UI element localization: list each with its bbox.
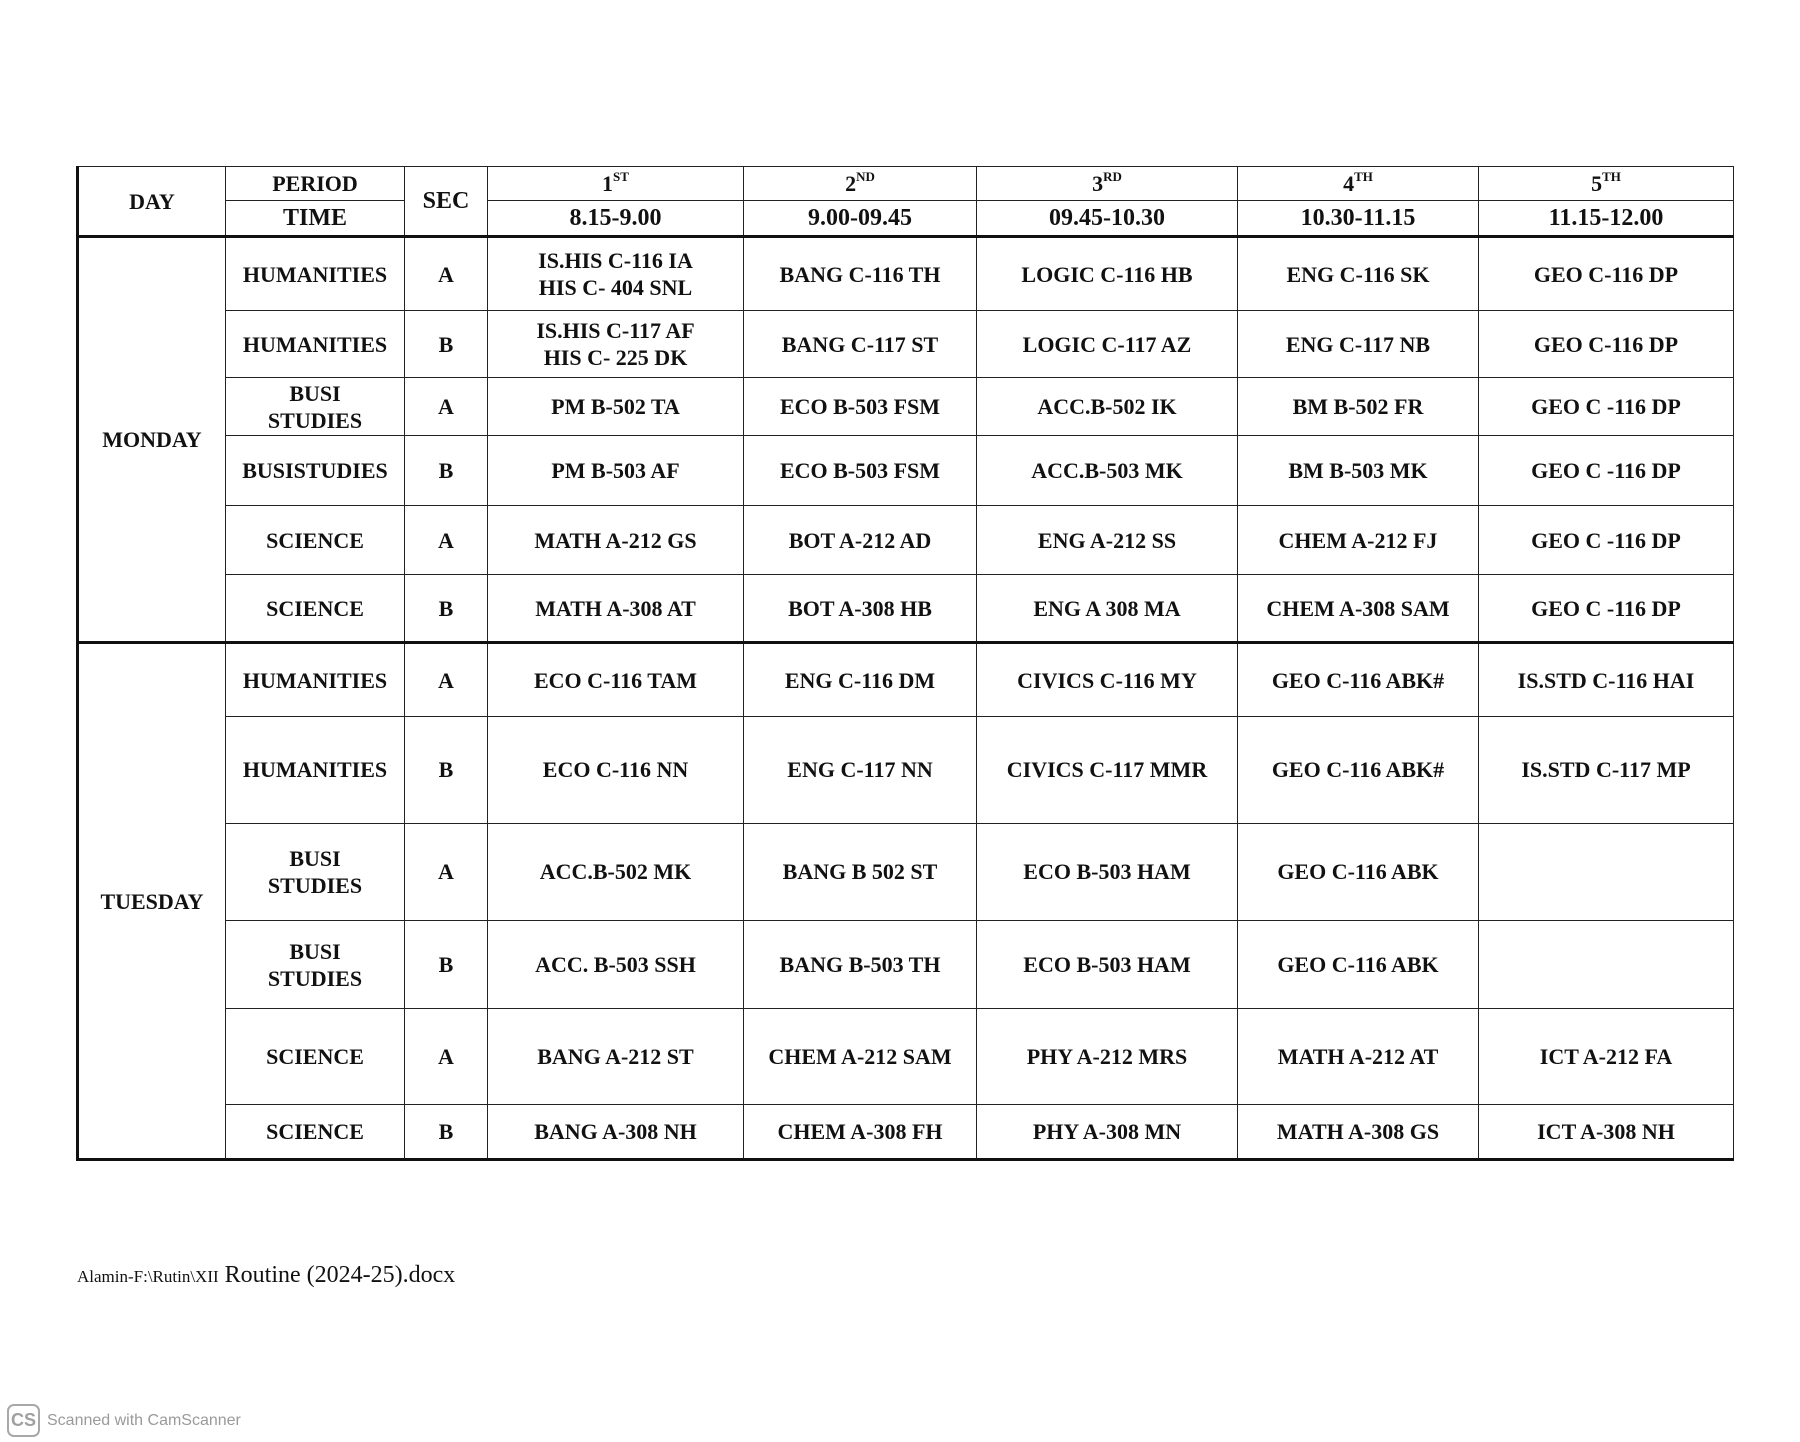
class-entry: ENG C-116 SK [1286,261,1430,287]
group-cell [226,716,405,823]
class-entry: GEO C-116 DP [1533,261,1679,287]
table-row [78,378,1734,435]
table-row [78,1008,1734,1104]
day-header: DAY [78,167,226,237]
group-label: BUSISTUDIES [242,458,388,484]
section-cell: A [405,1008,488,1104]
class-cell-period-5 [1479,435,1734,505]
class-cell-period-5 [1479,574,1734,642]
period-time-1: 8.15-9.00 [488,201,744,237]
group-label: SCIENCE [266,595,364,621]
class-cell-period-2 [744,574,977,642]
class-entry: CHEM A-308 SAM [1266,595,1450,621]
class-cell-period-2 [744,435,977,505]
class-entry: ENG A-212 SS [1037,527,1177,553]
table-row [78,435,1734,505]
class-cell-period-4 [1238,237,1479,311]
class-cell-period-1 [488,716,744,823]
class-entry: ECO B-503 HAM [1023,859,1191,885]
group-cell [226,237,405,311]
class-entry: BANG B-503 TH [779,952,941,978]
group-label: STUDIES [267,965,363,991]
class-entry: PM B-502 TA [551,394,680,420]
class-entry: GEO C-116 ABK [1277,859,1439,885]
group-cell [226,643,405,717]
class-cell-period-5 [1479,716,1734,823]
class-entry: MATH A-308 GS [1276,1118,1440,1144]
group-label: SCIENCE [266,1043,364,1069]
file-name: Routine (2024-25).docx [218,1262,456,1288]
class-cell-period-1 [488,237,744,311]
class-cell-period-5 [1479,311,1734,378]
class-cell-period-5 [1479,1008,1734,1104]
class-cell-period-2 [744,506,977,574]
class-entry: ICT A-212 FA [1539,1043,1673,1069]
class-entry: ECO C-116 TAM [534,667,697,693]
group-label: HUMANITIES [242,667,388,693]
group-label: BUSI [289,380,341,406]
class-entry: ECO B-503 FSM [779,394,941,420]
class-cell-period-3 [977,435,1238,505]
class-entry: CIVICS C-116 MY [1017,667,1197,693]
group-cell [226,921,405,1009]
class-entry: ENG C-117 NN [787,757,933,783]
header-row-time [78,201,1734,237]
class-entry: IS.HIS C-116 IA [538,248,693,274]
class-entry: GEO C-116 ABK# [1271,757,1445,783]
section-cell: A [405,823,488,921]
routine-table [76,166,1734,1161]
class-cell-period-3 [977,921,1238,1009]
group-cell [226,823,405,921]
group-cell [226,378,405,435]
table-row [78,311,1734,378]
class-entry: CIVICS C-117 MMR [1006,757,1208,783]
class-cell-period-4 [1238,311,1479,378]
class-cell-period-4 [1238,435,1479,505]
class-entry: ACC.B-502 MK [539,859,692,885]
file-path-footer [77,1262,455,1289]
class-entry: PHY A-212 MRS [1026,1043,1188,1069]
class-entry: BANG C-116 TH [779,261,941,287]
class-cell-period-2 [744,378,977,435]
class-entry: BANG A-212 ST [537,1043,694,1069]
class-cell-period-3 [977,716,1238,823]
group-label: STUDIES [267,872,363,898]
class-cell-period-4 [1238,716,1479,823]
section-cell: A [405,237,488,311]
class-entry: BANG B 502 ST [782,859,938,885]
class-entry: GEO C -116 DP [1531,595,1681,621]
class-entry: LOGIC C-117 AZ [1022,331,1192,357]
group-cell [226,574,405,642]
group-cell [226,1008,405,1104]
class-entry: ENG A 308 MA [1033,595,1181,621]
section-cell: B [405,1104,488,1159]
class-entry: GEO C -116 DP [1531,394,1681,420]
class-entry: BOT A-212 AD [788,527,932,553]
class-cell-period-5 [1479,921,1734,1009]
period-header: PERIOD [226,167,405,201]
class-entry: CHEM A-212 FJ [1278,527,1438,553]
class-cell-period-3 [977,823,1238,921]
group-label: HUMANITIES [242,757,388,783]
class-entry: ECO C-116 NN [542,757,689,783]
class-cell-period-2 [744,1008,977,1104]
class-entry: MATH A-308 AT [535,595,696,621]
class-entry: GEO C -116 DP [1531,458,1681,484]
group-label: HUMANITIES [242,261,388,287]
class-cell-period-5 [1479,378,1734,435]
section-cell: A [405,506,488,574]
class-cell-period-4 [1238,574,1479,642]
class-cell-period-1 [488,435,744,505]
sec-header: SEC [405,167,488,237]
class-cell-period-2 [744,1104,977,1159]
class-cell-period-4 [1238,378,1479,435]
class-cell-period-2 [744,716,977,823]
class-entry: PHY A-308 MN [1032,1118,1182,1144]
class-entry: LOGIC C-116 HB [1021,261,1193,287]
class-cell-period-5 [1479,823,1734,921]
camscanner-text: Scanned with CamScanner [47,1411,241,1429]
class-entry: ENG C-116 DM [784,667,936,693]
group-label: SCIENCE [266,1118,364,1144]
table-row [78,237,1734,311]
class-cell-period-5 [1479,643,1734,717]
class-entry: ECO B-503 HAM [1023,952,1191,978]
day-name-monday: MONDAY [78,237,226,643]
class-cell-period-5 [1479,237,1734,311]
class-cell-period-2 [744,237,977,311]
class-cell-period-1 [488,311,744,378]
class-cell-period-1 [488,823,744,921]
section-cell: B [405,435,488,505]
class-cell-period-1 [488,643,744,717]
class-entry: GEO C-116 ABK# [1271,667,1445,693]
class-cell-period-3 [977,574,1238,642]
class-cell-period-4 [1238,921,1479,1009]
section-cell: A [405,643,488,717]
period-time-5: 11.15-12.00 [1479,201,1734,237]
group-label: STUDIES [267,407,363,433]
period-number-5: 5TH [1479,167,1734,201]
class-entry: BANG A-308 NH [534,1118,697,1144]
table-row [78,823,1734,921]
class-cell-period-3 [977,237,1238,311]
group-label: HUMANITIES [242,331,388,357]
class-entry: ACC.B-502 IK [1037,394,1177,420]
camscanner-watermark [7,1404,241,1437]
class-entry: CHEM A-212 SAM [768,1043,952,1069]
class-cell-period-1 [488,1104,744,1159]
period-number-3: 3RD [977,167,1238,201]
class-entry: PM B-503 AF [551,458,680,484]
period-time-2: 9.00-09.45 [744,201,977,237]
table-row [78,716,1734,823]
table-row [78,506,1734,574]
camscanner-logo-icon: CS [7,1404,40,1437]
period-number-2: 2ND [744,167,977,201]
class-cell-period-2 [744,311,977,378]
section-cell: B [405,921,488,1009]
class-cell-period-3 [977,506,1238,574]
class-entry: ECO B-503 FSM [779,458,941,484]
class-cell-period-1 [488,506,744,574]
section-cell: B [405,311,488,378]
class-cell-period-2 [744,823,977,921]
class-cell-period-4 [1238,1104,1479,1159]
class-entry: IS.STD C-117 MP [1521,757,1691,783]
class-entry: HIS C- 225 DK [543,345,688,371]
group-cell [226,506,405,574]
class-entry: MATH A-212 GS [534,527,697,553]
class-entry: BM B-502 FR [1292,394,1424,420]
class-cell-period-4 [1238,506,1479,574]
class-entry: IS.STD C-116 HAI [1517,667,1695,693]
group-label: SCIENCE [266,527,364,553]
class-entry: ACC. B-503 SSH [535,952,696,978]
group-cell [226,1104,405,1159]
class-entry: BANG C-117 ST [781,331,939,357]
class-cell-period-1 [488,574,744,642]
class-cell-period-2 [744,921,977,1009]
table-row [78,643,1734,717]
class-cell-period-1 [488,1008,744,1104]
table-row [78,574,1734,642]
class-entry: GEO C-116 DP [1533,331,1679,357]
header-row-period [78,167,1734,201]
class-cell-period-3 [977,1008,1238,1104]
class-cell-period-3 [977,643,1238,717]
class-entry: ACC.B-503 MK [1031,458,1183,484]
group-cell [226,435,405,505]
table-row [78,1104,1734,1159]
time-header: TIME [226,201,405,237]
class-cell-period-3 [977,311,1238,378]
section-cell: B [405,716,488,823]
class-entry: CHEM A-308 FH [777,1118,943,1144]
table-row [78,921,1734,1009]
section-cell: B [405,574,488,642]
class-entry: ICT A-308 NH [1537,1118,1675,1144]
class-cell-period-2 [744,643,977,717]
section-cell: A [405,378,488,435]
class-cell-period-4 [1238,1008,1479,1104]
class-cell-period-1 [488,378,744,435]
period-time-4: 10.30-11.15 [1238,201,1479,237]
class-entry: IS.HIS C-117 AF [536,318,695,344]
class-entry: ENG C-117 NB [1285,331,1431,357]
class-cell-period-5 [1479,1104,1734,1159]
class-entry: GEO C -116 DP [1531,527,1681,553]
period-number-1: 1ST [488,167,744,201]
class-entry: GEO C-116 ABK [1277,952,1439,978]
class-cell-period-5 [1479,506,1734,574]
class-entry: BOT A-308 HB [788,595,932,621]
group-label: BUSI [289,938,341,964]
class-entry: BM B-503 MK [1288,458,1428,484]
class-entry: HIS C- 404 SNL [538,275,693,301]
class-cell-period-3 [977,1104,1238,1159]
class-cell-period-4 [1238,823,1479,921]
day-name-tuesday: TUESDAY [78,643,226,1160]
class-cell-period-1 [488,921,744,1009]
class-entry: MATH A-212 AT [1277,1043,1439,1069]
file-path-prefix: Alamin-F:\Rutin\XII [77,1267,219,1286]
period-number-4: 4TH [1238,167,1479,201]
class-cell-period-3 [977,378,1238,435]
group-label: BUSI [289,845,341,871]
class-cell-period-4 [1238,643,1479,717]
period-time-3: 09.45-10.30 [977,201,1238,237]
group-cell [226,311,405,378]
